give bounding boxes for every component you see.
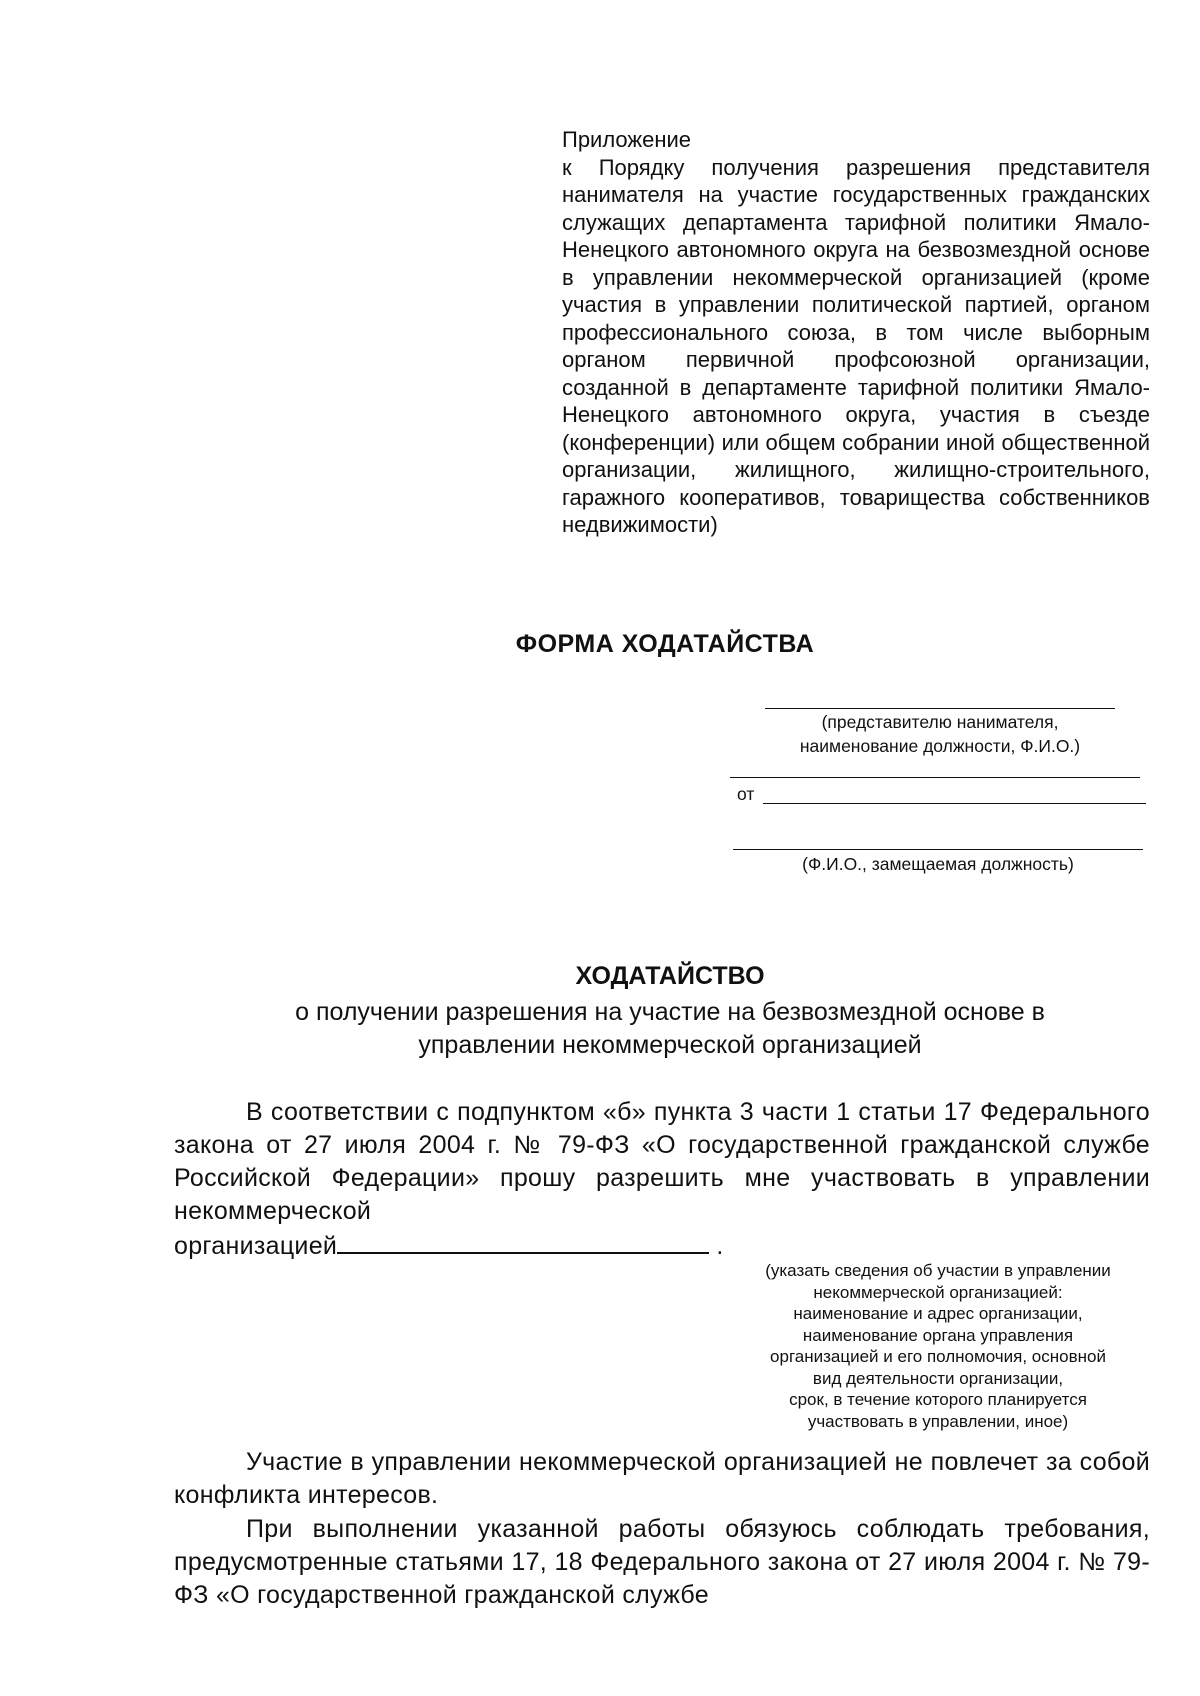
appendix-label: Приложение: [562, 127, 692, 152]
addressee-caption-line2: наименование должности, Ф.И.О.): [799, 736, 1081, 756]
form-title: ФОРМА ХОДАТАЙСТВА: [515, 630, 815, 658]
hint-line: наименование органа управления: [802, 1325, 1074, 1345]
hint-line: срок, в течение которого планируется: [789, 1390, 1087, 1409]
petition-subtitle-line1: о получении разрешения на участие на безвозмездной основе в: [295, 998, 1045, 1026]
sender-line-2: [733, 849, 1143, 850]
paragraph-obligations: [174, 1513, 1150, 1612]
petition-subtitle: [200, 996, 1140, 1062]
organization-word: организацией: [174, 1232, 338, 1260]
organization-hint: [728, 1260, 1148, 1432]
addressee-name-line: [765, 708, 1115, 709]
hint-line: наименование и адрес организации,: [793, 1304, 1083, 1323]
hint-line: вид деятельности организации,: [812, 1368, 1064, 1388]
petition-subtitle-line2: управлении некоммерческой организацией: [418, 1031, 922, 1059]
petition-title: ХОДАТАЙСТВО: [575, 962, 765, 990]
sender-caption: (Ф.И.О., замещаемая должность): [802, 854, 1074, 874]
hint-line: некоммерческой организацией:: [813, 1282, 1063, 1302]
paragraph-obligations-text: При выполнении указанной работы обязуюсь соблюдать требования, предусмотренные статьями 17, 18 Федерального закона от 27 июля 2004 г. № 79-ФЗ «О государственной гражданской службе: [174, 1515, 1150, 1609]
paragraph-no-conflict-text: Участие в управлении некоммерческой организацией не повлечет за собой конфликта интересов.: [174, 1448, 1150, 1509]
appendix-text: к Порядку получения разрешения представителя нанимателя на участие государственных гражданских служащих департамента тарифной политики Ямало-Ненецкого автономного округа на безвозмездной основе в управлении некоммерческой организацией (кроме участия в управлении политической партией, органом профессионального союза, в том числе выборным органом первичной профсоюзной организации, созданной в департаменте тарифной политики Ямало-Ненецкого автономного округа, участия в съезде (конференции) или общем собрании иной общественной организации, жилищного, жилищно-строительного, гаражного кооперативов, товарищества собственников недвижимости): [562, 154, 1150, 537]
hint-line: (указать сведения об участии в управлении: [765, 1261, 1111, 1280]
addressee-caption-line1: (представителю нанимателя,: [821, 712, 1059, 732]
from-label: от: [737, 784, 755, 804]
sender-line-1: [763, 803, 1146, 804]
paragraph-legal-basis-text: В соответствии с подпунктом «б» пункта 3 части 1 статьи 17 Федерального закона от 27 июля 2004 г. № 79-ФЗ «О государственной гражданской службе Российской Федерации» прошу разрешить мне участвовать в управлении некоммерческой: [174, 1098, 1150, 1225]
addressee-caption: [760, 710, 1120, 758]
organization-line-end: .: [709, 1232, 724, 1260]
paragraph-no-conflict: [174, 1446, 1150, 1512]
hint-line: участвовать в управлении, иное): [807, 1411, 1069, 1431]
organization-line: [174, 1228, 724, 1263]
paragraph-legal-basis: [174, 1096, 1150, 1228]
hint-line: организацией и его полномочия, основной: [770, 1347, 1106, 1366]
appendix-block: [562, 126, 1150, 539]
addressee-line-2: [730, 777, 1140, 778]
organization-blank-field[interactable]: [337, 1228, 709, 1254]
